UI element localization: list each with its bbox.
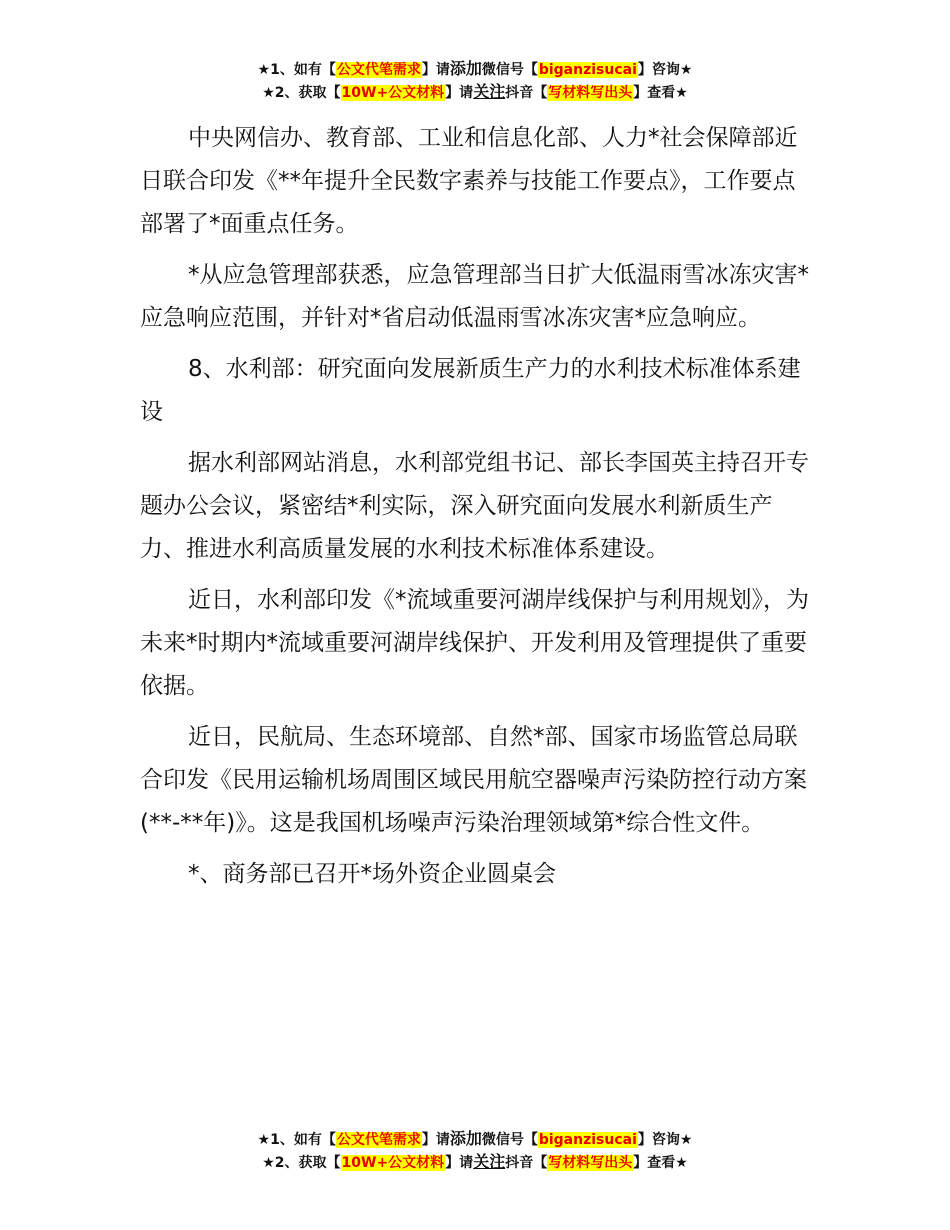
- banner-text: 】查看★: [633, 1155, 688, 1171]
- banner-text: 】请: [421, 62, 450, 78]
- header-banner: [0, 58, 950, 104]
- paragraph: *从应急管理部获悉，应急管理部当日扩大低温雨雪冰冻灾害*应急响应范围，并针对*省启动低温雨雪冰冻灾害*应急响应。: [140, 262, 809, 331]
- banner-text: ★1、如有【: [257, 62, 336, 78]
- paragraph: 近日，民航局、生态环境部、自然*部、国家市场监管总局联合印发《民用运输机场周围区域民用航空器噪声污染防控行动方案(**-**年)》。这是我国机场噪声污染治理领域第*综合性文件。: [140, 724, 807, 836]
- banner-text: ★2、获取【: [262, 85, 341, 101]
- highlight-materials: 10W+公文材料: [341, 1155, 445, 1171]
- banner-text: ★1、如有【: [257, 1132, 336, 1148]
- paragraph: 近日，水利部印发《*流域重要河湖岸线保护与利用规划》，为未来*时期内*流域重要河湖岸线保护、开发利用及管理提供了重要依据。: [140, 587, 809, 699]
- banner-text: 】咨询★: [637, 1132, 693, 1148]
- document-body: [140, 117, 812, 904]
- banner-text: 抖音【: [505, 85, 548, 101]
- highlight-douyin-name: 写材料写出头: [548, 1155, 633, 1171]
- banner-text: 添加: [449, 59, 482, 78]
- banner-text: 】请: [445, 85, 474, 101]
- footer-banner: [0, 1128, 950, 1174]
- highlight-service: 公文代笔需求: [336, 62, 421, 78]
- highlight-douyin-name: 写材料写出头: [548, 85, 633, 101]
- section-heading: 8、水利部：研究面向发展新质生产力的水利技术标准体系建设: [140, 356, 801, 425]
- banner-line-2: [0, 81, 950, 104]
- banner-text: 】咨询★: [637, 62, 693, 78]
- paragraph: 据水利部网站消息，水利部党组书记、部长李国英主持召开专题办公会议，紧密结*利实际，深入研究面向发展水利新质生产力、推进水利高质量发展的水利技术标准体系建设。: [140, 450, 809, 562]
- banner-text: 微信号【: [481, 62, 538, 78]
- banner-line-1: [0, 1128, 950, 1151]
- banner-text: 】请: [421, 1132, 450, 1148]
- banner-line-1: [0, 58, 950, 81]
- banner-text: 抖音【: [505, 1155, 548, 1171]
- banner-text: 关注: [473, 1152, 506, 1171]
- highlight-wechat-id: biganzisucai: [538, 62, 637, 78]
- banner-text: 微信号【: [481, 1132, 538, 1148]
- section-heading: *、商务部已召开*场外资企业圆桌会: [188, 861, 556, 887]
- banner-text: 关注: [473, 82, 506, 101]
- highlight-service: 公文代笔需求: [336, 1132, 421, 1148]
- banner-text: 】查看★: [633, 85, 688, 101]
- banner-line-2: [0, 1151, 950, 1174]
- banner-text: ★2、获取【: [262, 1155, 341, 1171]
- highlight-wechat-id: biganzisucai: [538, 1132, 637, 1148]
- paragraph: 中央网信办、教育部、工业和信息化部、人力*社会保障部近日联合印发《**年提升全民数字素养与技能工作要点》，工作要点部署了*面重点任务。: [140, 125, 798, 237]
- highlight-materials: 10W+公文材料: [341, 85, 445, 101]
- banner-text: 】请: [445, 1155, 474, 1171]
- banner-text: 添加: [449, 1129, 482, 1148]
